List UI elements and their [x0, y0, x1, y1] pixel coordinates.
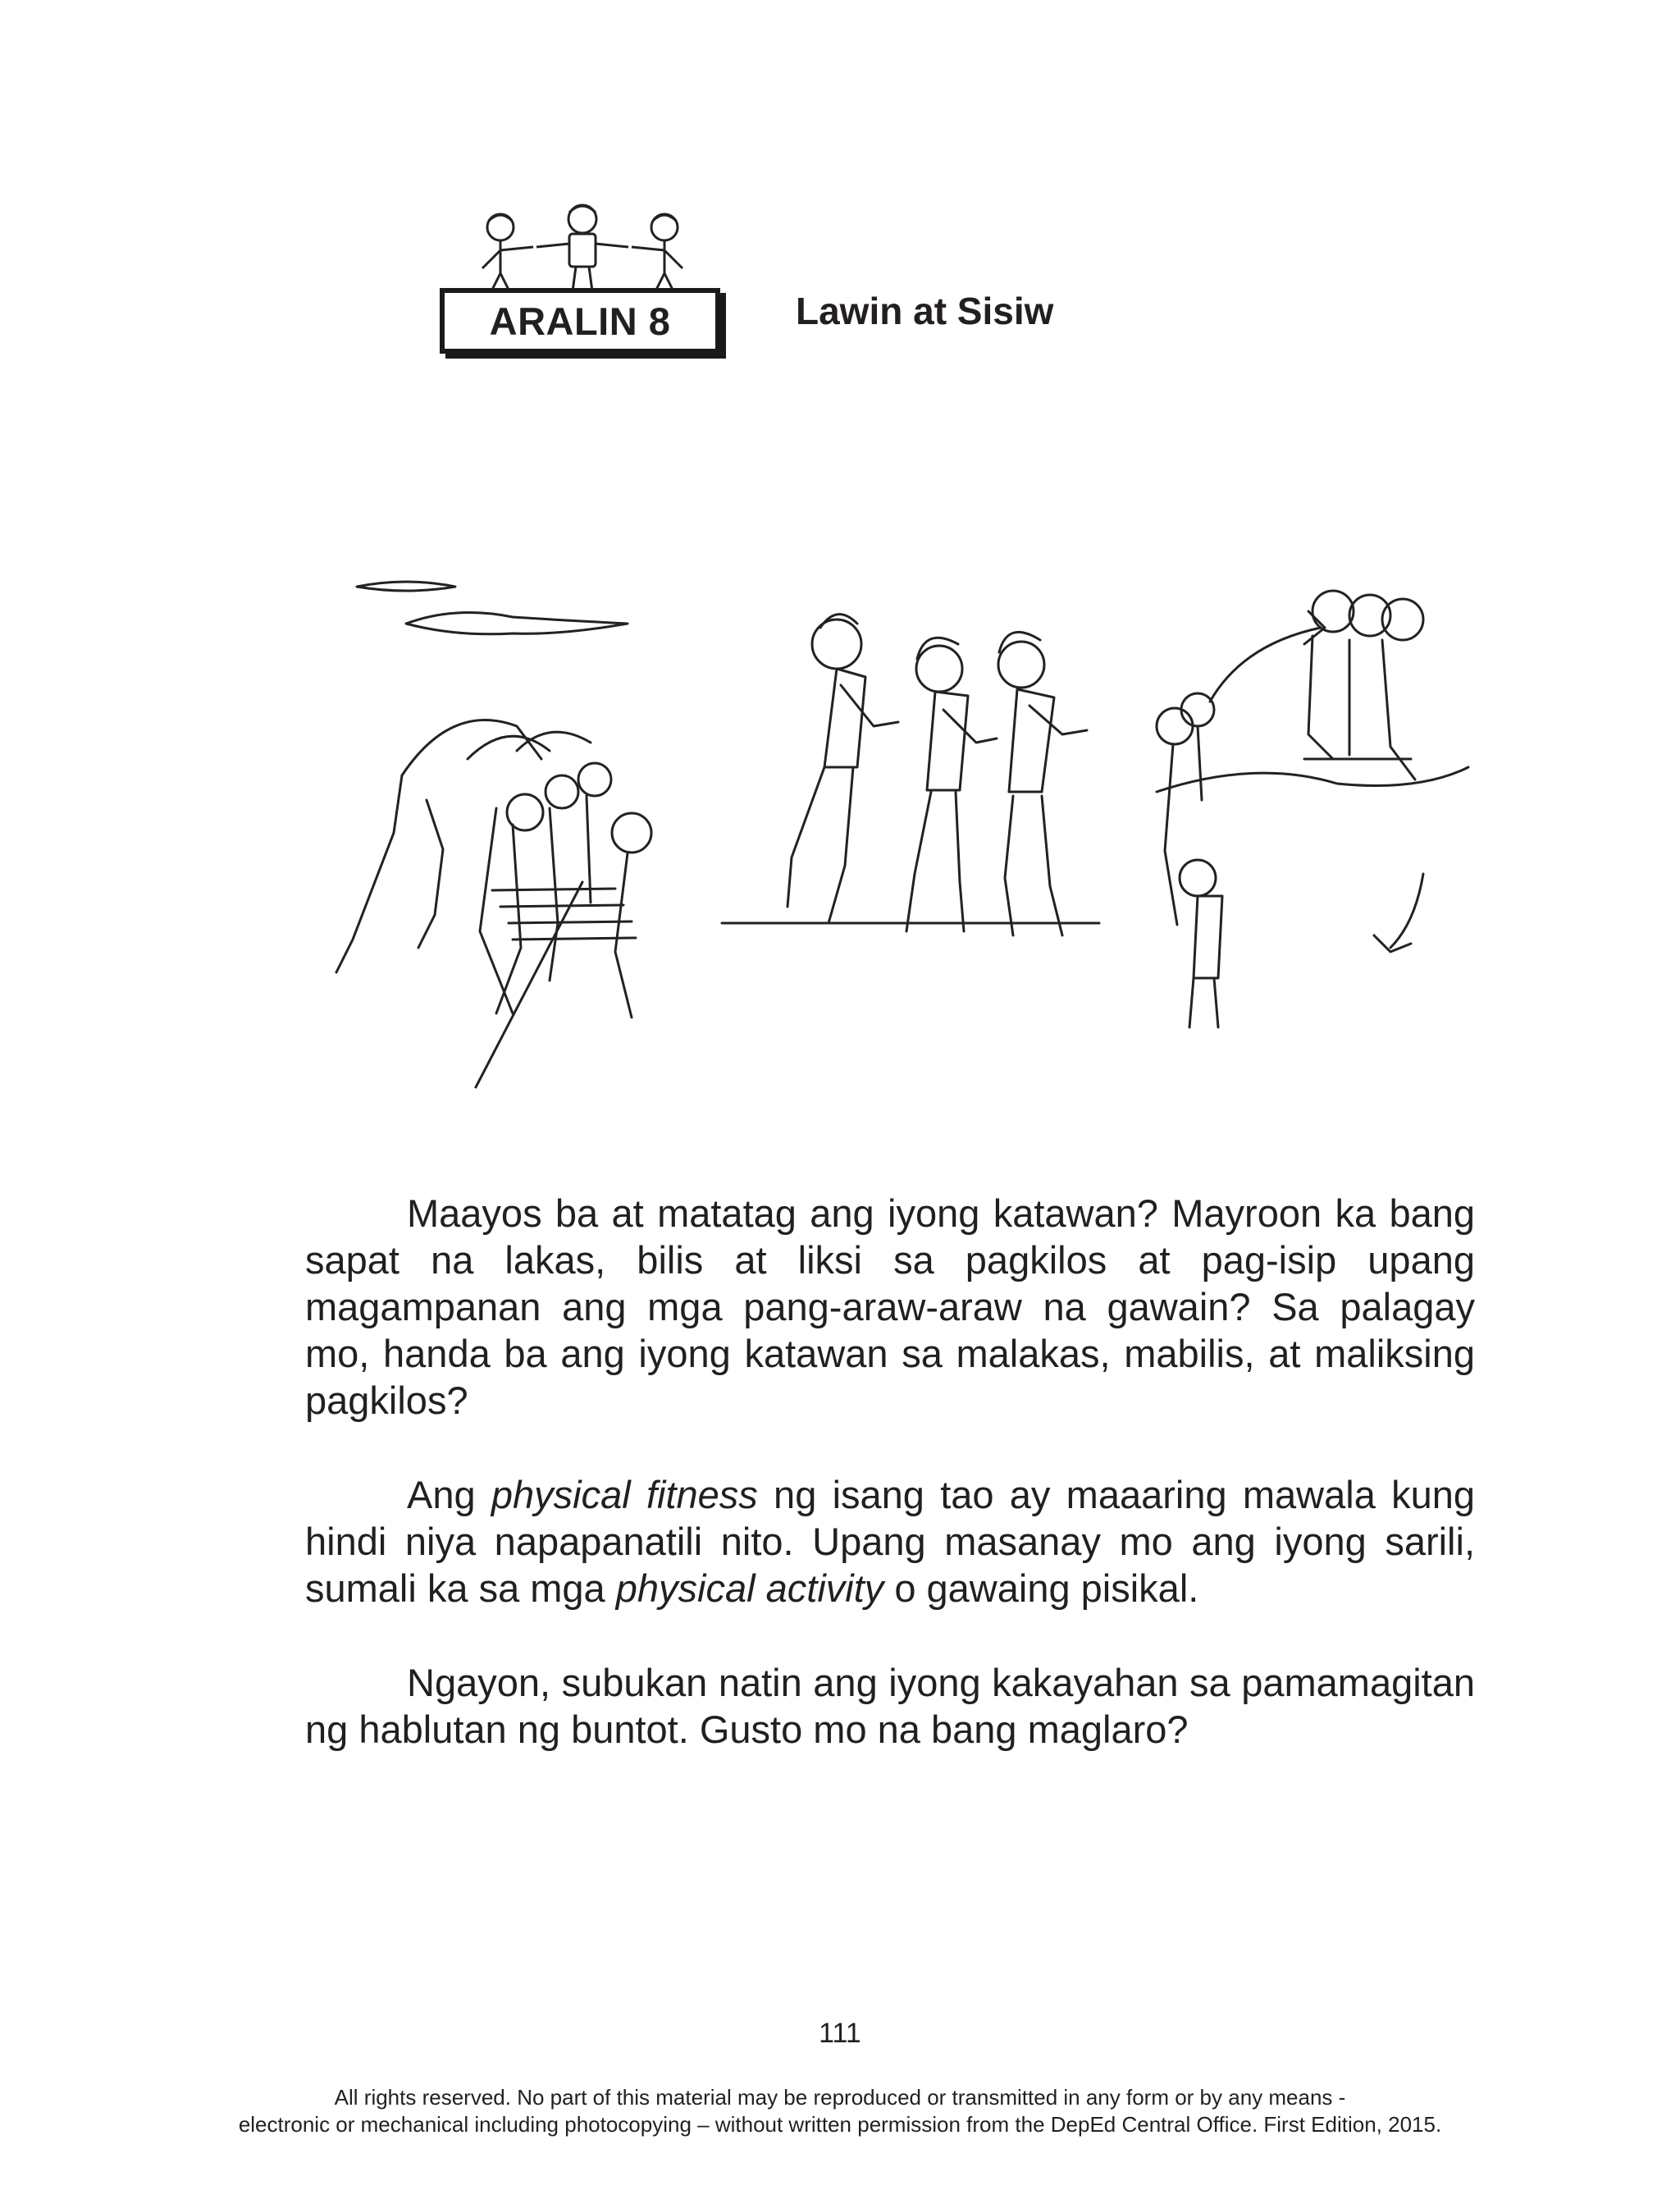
lesson-illustration	[304, 562, 1472, 1095]
runners-start-panel	[336, 582, 651, 1087]
paragraph-3: Ngayon, subukan natin ang iyong kakayahan sa pamamagitan ng hablutan ng buntot. Gusto mo na bang maglaro?	[305, 1661, 1475, 1751]
copyright-notice	[0, 2084, 1680, 2138]
lesson-emblem	[435, 201, 730, 357]
copyright-line-2: electronic or mechanical including photocopying – without written permission from the DepEd Central Office. First Edition, 2015.	[238, 2112, 1442, 2137]
kids-holding-sign-icon	[435, 201, 730, 299]
paragraph-2-part-e: o gawaing pisikal.	[883, 1566, 1199, 1610]
lesson-label-box	[440, 288, 720, 354]
body-text	[305, 1190, 1475, 1800]
page-number: 111	[819, 2018, 861, 2049]
copyright-line-1: All rights reserved. No part of this material may be reproduced or transmitted in any form or by any means -	[334, 2085, 1346, 2110]
lawin-sisiw-panel	[1157, 591, 1468, 1027]
term-physical-activity: physical activity	[615, 1566, 884, 1610]
paragraph-2-part-a: Ang	[407, 1473, 491, 1516]
term-physical-fitness: physical fitness	[491, 1473, 758, 1516]
paragraph-2	[305, 1471, 1475, 1612]
paragraph-2-part-c: ng isang tao ay maaaring mawala kung hindi niya napapanatili nito. Upang masanay mo ang iyong sarili, sumali ka sa mga	[305, 1473, 1476, 1610]
lesson-label: ARALIN 8	[489, 299, 671, 343]
lesson-title: Lawin at Sisiw	[796, 290, 1054, 332]
jogging-kids-panel	[722, 615, 1099, 935]
paragraph-1: Maayos ba at matatag ang iyong katawan? Mayroon ka bang sapat na lakas, bilis at liksi sa pagkilos at pag-isip upang magampanan ang mga pang-araw-araw na gawain? Sa palagay mo, handa ba ang iyong katawan sa malakas, mabilis, at maliksing pagkilos?	[305, 1191, 1475, 1422]
